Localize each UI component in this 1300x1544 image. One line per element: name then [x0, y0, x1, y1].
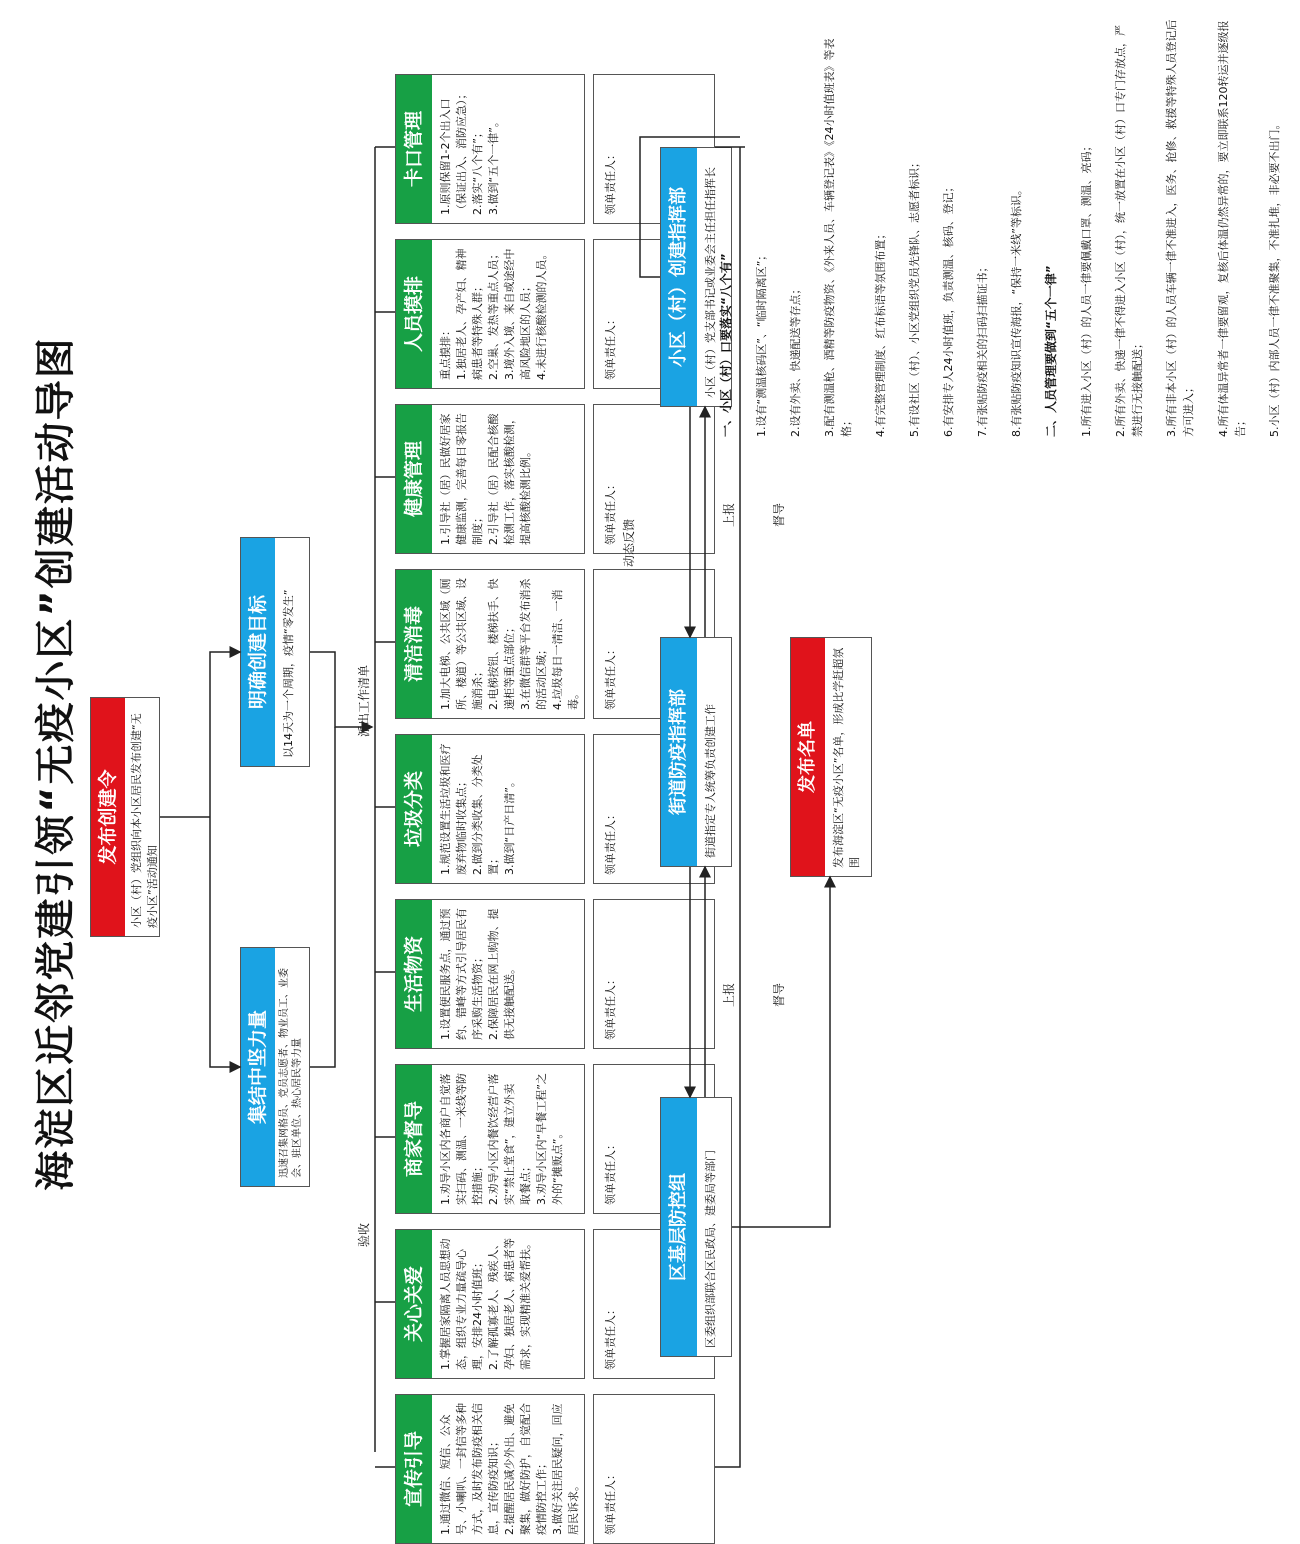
task-text: 1.规范设置生活垃圾和医疗废弃物临时收集点； 2.做到分类收集、分类处置； 3.做到“日产日清”。	[439, 743, 516, 875]
report-label: 上报	[722, 982, 736, 1007]
issue-order-header: 发布创建令	[91, 698, 125, 936]
task-text: 1.原则保留1-2个出入口（保证出入、消防应急）； 2.落实“八个有”； 3.做到“五个一律”。	[439, 88, 500, 215]
responsible-person-field[interactable]: 领单责任人：	[593, 404, 715, 554]
notes-item: 7.有张贴防疫相关的扫码扫描证书；	[976, 261, 990, 437]
notes-item: 5.小区（村）内部人员一律不准聚集，不准扎堆，非必要不出门。	[1267, 118, 1281, 437]
task-header-checkpoint: 卡口管理	[396, 75, 432, 223]
street-command-text: 街道指定专人统筹负责创建工作	[704, 704, 717, 858]
task-text: 1.通过微信、短信、公众号、小喇叭、一封信等多种方式，及时发布防疫相关信息，宣传防疫知识； 2.提醒居民减少外出、避免聚集，做好防护，自觉配合疫情防控工作； 3.做好关注居民疑问，回应居民诉求。	[439, 1403, 580, 1535]
clear-goal-header: 明确创建目标	[241, 538, 275, 766]
publish-list-header: 发布名单	[791, 638, 825, 876]
task-header-health: 健康管理	[396, 405, 432, 553]
guide-label: 督导	[772, 982, 786, 1007]
responsible-person-field[interactable]: 领单责任人：	[593, 734, 715, 884]
responsible-person-field[interactable]: 领单责任人：	[593, 239, 715, 389]
street-command-header: 街道防疫指挥部	[661, 638, 697, 866]
responsible-person-field[interactable]: 领单责任人：	[593, 569, 715, 719]
issue-order-text: 小区（村）党组织向本小区居民发布创建“无疫小区”活动通知	[130, 713, 159, 928]
gather-force-text: 迅速召集网格员、党员志愿者、物业员工、业委会、驻区单位、热心居民等力量	[279, 968, 303, 1178]
task-header-care: 关心关爱	[396, 1230, 432, 1378]
connector-bottom-bus	[715, 147, 740, 1467]
task-text: 1.加大电梯、公共区域（厕所、楼道）等公共区域、设施消杀； 2.电梯按钮、楼梯扶手、快递柜等重点部位； 3.在微信群等平台发布消杀的活动区域； 4.垃圾每日一清洁、一消毒。	[439, 578, 580, 710]
notes-item: 2.设有外卖、快递配送等存点；	[788, 283, 802, 437]
connector-community-up	[640, 137, 740, 277]
responsible-person-field[interactable]: 领单责任人：	[593, 74, 715, 224]
connector-force-down	[310, 727, 335, 1067]
dispatch-label: 派出工作清单	[357, 664, 371, 737]
task-header-garbage: 垃圾分类	[396, 735, 432, 883]
connector-task-drop	[375, 147, 395, 1467]
task-header-screening: 人员摸排	[396, 240, 432, 388]
task-text: 1.引导社（居）民做好居家健康监测，完善每日零报告制度； 2.引导社（居）民配合核酸检测工作，落实核酸检测，提高核酸检测比例。	[439, 413, 532, 545]
publish-list-text: 发布海淀区“无疫小区”名单，形成比学赶超氛围	[832, 647, 861, 868]
notes-item: 6.有安排专人24小时值班，负责测温、核码、登记；	[942, 181, 956, 437]
page-title: 海淀区近邻党建引领“无疫小区”创建活动导图	[33, 336, 79, 1191]
notes-item: 2.所有外卖、快递一律不得进入小区（村），统一放置在小区（村）口专门存放点，严禁进行无接触配送；	[1114, 25, 1145, 437]
notes-item: 1.设有“测温核码区”、“临时隔离区”；	[754, 249, 768, 437]
notes-heading-2: 二、人员管理要做到“五个一律”	[1044, 265, 1059, 437]
notes-item: 4.有完整管理制度、红布标语等氛围布置；	[874, 228, 888, 437]
guide-label: 督导	[772, 502, 786, 527]
responsible-person-field[interactable]: 领单责任人：	[593, 1229, 715, 1379]
responsible-person-field[interactable]: 领单责任人：	[593, 1394, 715, 1544]
district-control-header: 区基层防控组	[661, 1098, 697, 1356]
district-control-text: 区委组织部联合区民政局、建委局等部门	[704, 1150, 717, 1348]
notes-item: 5.有设社区（村）、小区党组织党员先锋队、志愿者标识；	[908, 157, 922, 437]
task-header-disinfection: 清洁消毒	[396, 570, 432, 718]
task-header-publicity: 宣传引导	[396, 1395, 432, 1543]
notes-item: 3.配有测温枪、酒精等防疫物资、《外来人员、车辆登记表》《24小时值班表》等表格；	[822, 38, 853, 437]
task-text: 重点摸排： 1.独居老人、孕产妇、精神病患者等特殊人群； 2.空巢、发热等重点人员； 3.境外入境、来自或途经中高风险地区的人员； 4.未进行核酸检测的人员。	[439, 248, 548, 380]
notes-item: 3.所有非本小区（村）的人员车辆一律不准进入，医务、抢修、救援等特殊人员登记后方可进入；	[1165, 19, 1196, 437]
responsible-person-field[interactable]: 领单责任人：	[593, 899, 715, 1049]
notes-item: 1.所有进入小区（村）的人员一律要佩戴口罩、测温、亮码；	[1080, 140, 1094, 437]
gather-force-header: 集结中坚力量	[241, 948, 275, 1186]
connector-goal-branch	[210, 652, 240, 817]
notes-item: 8.有张贴防疫知识宣传海报，“保持一米线”等标识。	[1010, 184, 1024, 437]
connector-force-branch	[210, 817, 240, 1067]
notes-heading-1: 一、小区（村）口要落实“八个有”	[719, 253, 734, 437]
task-header-supplies: 生活物资	[396, 900, 432, 1048]
clear-goal-text: 以14天为一个周期，疫情“零发生”	[282, 589, 295, 758]
task-header-merchants: 商家督导	[396, 1065, 432, 1213]
connector-goal-down	[310, 652, 360, 727]
acceptance-label: 验收	[357, 1222, 371, 1247]
task-text: 1.设置便民服务点，通过预约、错峰等方式引导居民有序采购生活物资； 2.保障居民在网上购物、提供无接触配送。	[439, 908, 516, 1040]
connector-publish	[732, 877, 830, 1227]
community-command-text: 小区（村）党支部书记或业委会主任担任指挥长	[704, 167, 717, 398]
responsible-person-field[interactable]: 领单责任人：	[593, 1064, 715, 1214]
task-text: 1.劝导小区内各商户自觉落实扫码、测温、一米线等防控措施； 2.劝导小区内餐饮经营户落实“禁止堂食”，建立外卖取餐点； 3.劝导小区内“早餐工程”之外的“摊贩点”。	[439, 1073, 564, 1205]
feedback-label: 动态反馈	[622, 518, 636, 567]
report-label: 上报	[722, 502, 736, 527]
notes-item: 4.所有体温异常者一律要留观，复核后体温仍然异常的，要立即联系120转运并逐级报告；	[1216, 20, 1247, 437]
task-text: 1.掌握居家隔离人员思想动态，组织专业力量疏导心理，安排24小时值班； 2.了解孤寡老人、残疾人、孕妇、独居老人、病患者等需求，实现精准关爱帮扶。	[439, 1238, 532, 1370]
community-command-header: 小区（村）创建指挥部	[661, 148, 697, 406]
